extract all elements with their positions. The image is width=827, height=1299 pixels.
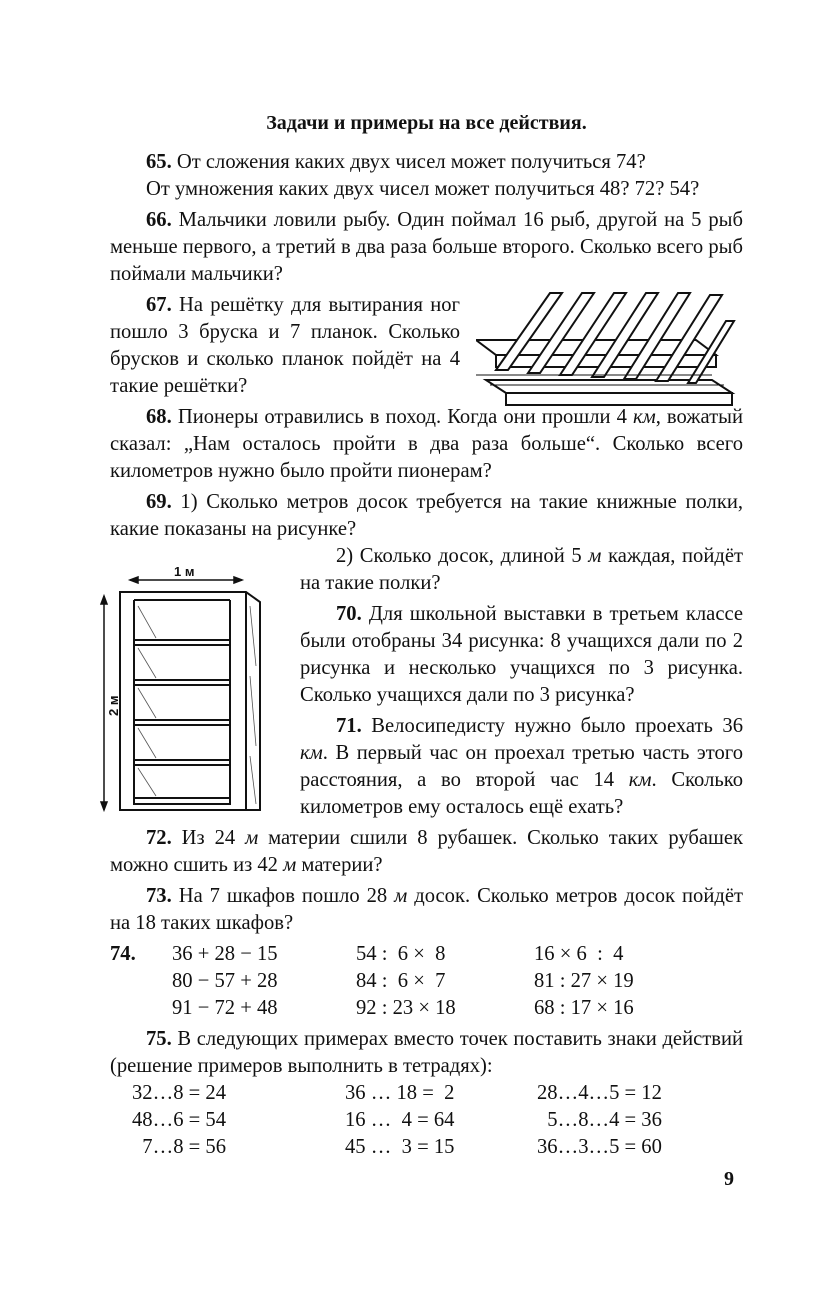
expression: 45 … 3 = 15 <box>345 1136 455 1158</box>
problem-number: 68. <box>146 406 172 428</box>
shelf-frame <box>120 592 260 810</box>
expression: 81 : 27 × 19 <box>534 970 634 992</box>
expression: 36…3…5 = 60 <box>537 1136 662 1158</box>
expression: 36 … 18 = 2 <box>345 1082 455 1104</box>
q2-text: 2) Сколько досок, длиной 5 <box>336 545 589 567</box>
expression: 16 × 6 : 4 <box>534 943 624 965</box>
problem-number: 70. <box>336 603 362 625</box>
unit-m: м <box>245 827 259 849</box>
problem-68 <box>110 404 743 485</box>
expression: 7…8 = 56 <box>132 1136 226 1158</box>
table-row <box>132 1134 662 1161</box>
problem-69-q2 <box>300 543 743 597</box>
problem-70 <box>300 601 743 709</box>
unit-m: м <box>588 545 602 567</box>
table-row <box>132 1080 662 1107</box>
slats <box>496 293 734 383</box>
text-b: досок. Сколько метров досок пойдёт на 18 таких шкафов? <box>110 885 743 934</box>
unit-m: м <box>394 885 408 907</box>
table-row <box>110 941 634 968</box>
problem-text: В следующих примерах вместо точек поставить знаки действий (решение примеров выполнить в тетрадях): <box>110 1028 743 1077</box>
unit-km: км <box>300 742 323 764</box>
width-label: 1 м <box>174 566 195 579</box>
expression: 32…8 = 24 <box>132 1082 226 1104</box>
expression: 80 − 57 + 28 <box>172 970 278 992</box>
problem-67 <box>110 292 460 400</box>
expression: 91 − 72 + 48 <box>172 997 278 1019</box>
problem-number: 65. <box>146 151 172 173</box>
table-row <box>110 995 634 1022</box>
problem-71 <box>300 713 743 821</box>
expression: 68 : 17 × 16 <box>534 997 634 1019</box>
problem-65-line2: От умножения каких двух чисел может получиться 48? 72? 54? <box>146 178 700 200</box>
text-c: . Сколько километров ему осталось ещё ехать? <box>300 769 743 818</box>
problem-number: 73. <box>146 885 172 907</box>
problem-number: 74. <box>110 943 136 965</box>
page-number: 9 <box>724 1168 734 1190</box>
problem-69 <box>110 489 743 543</box>
q2-text-2: каждая, пойдёт на такие полки? <box>300 545 743 594</box>
expression: 5…8…4 = 36 <box>537 1109 662 1131</box>
expression: 36 + 28 − 15 <box>172 943 278 965</box>
problem-text: Мальчики ловили рыбу. Один поймал 16 рыб, другой на 5 рыб меньше первого, а третий в два раза больше второго. Сколько всего рыб поймали мальчики? <box>110 209 743 285</box>
text-a: На 7 шкафов пошло 28 <box>171 885 395 907</box>
problem-73 <box>110 883 743 937</box>
text-a: Велосипедисту нужно было проехать 36 <box>361 715 743 737</box>
grate-illustration <box>476 285 738 409</box>
expression: 48…6 = 54 <box>132 1109 226 1131</box>
problem-number: 71. <box>336 715 362 737</box>
problem-number: 75. <box>146 1028 172 1050</box>
problem-text: Для школьной выставки в третьем классе были отобраны 34 рисунка: 8 учащихся дали по 2 рисунка и несколько учащихся по 3 рисунка. Сколько учащихся дали по 3 рисунка? <box>300 603 743 706</box>
text-c: материи? <box>296 854 383 876</box>
expression: 92 : 23 × 18 <box>356 997 456 1019</box>
problem-text: 1) Сколько метров досок требуется на такие книжные полки, какие показаны на рисунке? <box>110 491 743 540</box>
problem-66 <box>110 207 743 288</box>
text-b: материи сшили 8 рубашек. Сколько таких рубашек можно сшить из 42 <box>110 827 744 876</box>
problem-text: Пионеры отравились в поход. Когда они прошли 4 <box>171 406 633 428</box>
problem-74 <box>110 941 743 1022</box>
text-b: . В первый час он проехал третью часть этого расстояния, а во второй час 14 <box>300 742 743 791</box>
page-title: Задачи и примеры на все действия. <box>266 112 587 134</box>
table-row <box>110 968 634 995</box>
problem-text: На решётку для вытирания ног пошло 3 бруска и 7 планок. Сколько брусков и сколько планок пойдёт на 4 такие решётки? <box>110 294 460 397</box>
expression: 28…4…5 = 12 <box>537 1082 662 1104</box>
unit-km: км <box>632 406 656 428</box>
problem-number: 66. <box>146 209 172 231</box>
unit-km-2: км <box>628 769 652 791</box>
base-bar-side <box>506 393 732 405</box>
missing-signs-table <box>132 1080 662 1161</box>
expression: 84 : 6 × 7 <box>356 970 446 992</box>
problem-text-2: , вожатый сказал: „Нам осталось пройти в два раза больше“. Сколько всего километров нужно было пройти пионерам? <box>110 406 743 482</box>
problem-75 <box>110 1026 743 1080</box>
problem-number: 69. <box>146 491 172 513</box>
bookshelf-illustration <box>96 566 266 814</box>
expression: 54 : 6 × 8 <box>356 943 446 965</box>
problem-number: 72. <box>146 827 172 849</box>
expression: 16 … 4 = 64 <box>345 1109 455 1131</box>
unit-m-2: м <box>283 854 297 876</box>
height-label: 2 м <box>106 695 121 716</box>
table-row <box>132 1107 662 1134</box>
problem-number: 67. <box>146 294 172 316</box>
right-column <box>300 543 743 821</box>
problem-text: От сложения каких двух чисел может получиться 74? <box>171 151 646 173</box>
problem-65 <box>110 149 743 176</box>
expressions-table <box>110 941 634 1022</box>
problem-72 <box>110 825 743 879</box>
text-a: Из 24 <box>171 827 246 849</box>
textbook-page <box>106 110 744 1161</box>
